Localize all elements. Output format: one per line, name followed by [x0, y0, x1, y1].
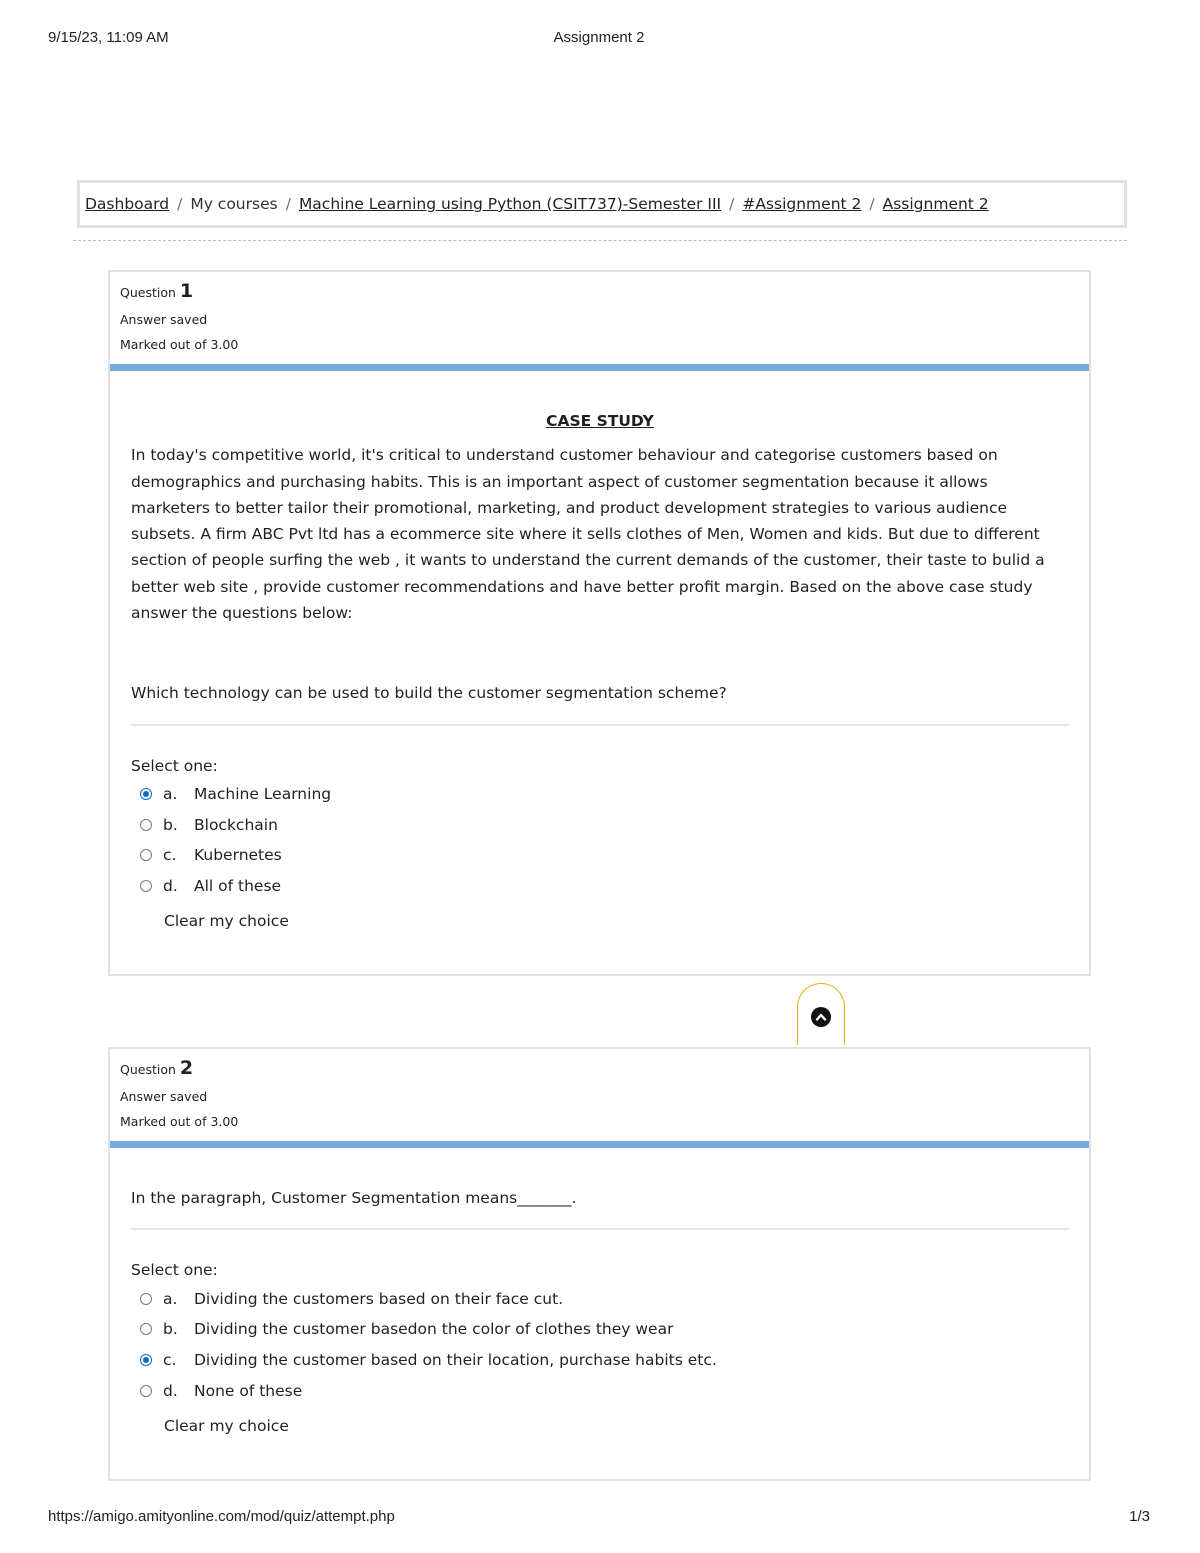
- option-text: Dividing the customer based on their location, purchase habits etc.: [194, 1350, 717, 1369]
- radio-button[interactable]: [140, 1354, 152, 1366]
- radio-button[interactable]: [140, 880, 152, 892]
- breadcrumb-separator: /: [869, 195, 875, 213]
- option-text: Machine Learning: [194, 785, 332, 804]
- clear-choice-link[interactable]: Clear my choice: [164, 1416, 289, 1435]
- option-text: Dividing the customers based on their face cut.: [194, 1289, 564, 1308]
- question-prompt: Which technology can be used to build the customer segmentation scheme?: [131, 684, 727, 703]
- print-page-title: Assignment 2: [553, 29, 645, 46]
- question-2: [108, 1047, 1091, 1481]
- question-prompt: In the paragraph, Customer Segmentation means_______.: [131, 1189, 577, 1207]
- question-number-value: 1: [179, 280, 194, 302]
- breadcrumb-dashboard-link[interactable]: Dashboard: [85, 195, 170, 213]
- print-datetime: 9/15/23, 11:09 AM: [48, 29, 169, 46]
- radio-button[interactable]: [140, 788, 152, 800]
- question-label: Question: [120, 285, 176, 300]
- divider: [131, 724, 1069, 726]
- question-info: [110, 272, 1089, 364]
- option-letter: b.: [163, 815, 178, 834]
- question-number-value: 2: [179, 1057, 194, 1079]
- print-header: [48, 29, 1150, 46]
- chevron-up-icon: [811, 1007, 831, 1027]
- back-to-top-button[interactable]: [797, 983, 845, 1045]
- breadcrumb-activity-link[interactable]: Assignment 2: [882, 195, 989, 213]
- print-page-number: 1/3: [1129, 1508, 1150, 1525]
- option-text: Blockchain: [194, 815, 278, 834]
- divider: [73, 240, 1127, 241]
- answer-option-c[interactable]: [131, 1345, 1069, 1376]
- breadcrumb: [77, 180, 1127, 228]
- question-content: [110, 408, 1089, 935]
- question-state: Answer saved: [120, 312, 208, 327]
- question-number: [120, 280, 1079, 302]
- option-text: None of these: [194, 1381, 303, 1400]
- answer-option-b[interactable]: [131, 1314, 1069, 1345]
- option-letter: c.: [163, 1350, 177, 1369]
- answer-option-d[interactable]: [131, 1375, 1069, 1406]
- answer-option-c[interactable]: [131, 840, 1069, 871]
- radio-button[interactable]: [140, 819, 152, 831]
- breadcrumb-section-link[interactable]: #Assignment 2: [742, 195, 862, 213]
- option-letter: a.: [163, 785, 178, 804]
- select-one-label: Select one:: [131, 756, 218, 775]
- breadcrumb-separator: /: [285, 195, 291, 213]
- case-study-text: In today's competitive world, it's critical to understand customer behaviour and categorise customers based on demographics and purchasing habits. This is an important aspect of customer segmentation because it allows marketers to better tailor their promotional, marketing, and product development strategies to various audience subsets. A firm ABC Pvt ltd has a ecommerce site where it sells clothes of Men, Women and kids. But due to different section of people surfing the web , it wants to understand the current demands of the customer, their taste to bulid a better web site , provide customer recommendations and have better profit margin. Based on the above case study answer the questions below:: [131, 446, 1045, 623]
- question-header-bar: [110, 364, 1089, 371]
- breadcrumb-course-link[interactable]: Machine Learning using Python (CSIT737)-Semester III: [298, 195, 722, 213]
- question-label: Question: [120, 1062, 176, 1077]
- question-state: Answer saved: [120, 1089, 208, 1104]
- question-grade: Marked out of 3.00: [120, 337, 239, 352]
- question-number: [120, 1057, 1079, 1079]
- option-letter: d.: [163, 876, 178, 895]
- answer-option-a[interactable]: [131, 1284, 1069, 1315]
- case-study-title: CASE STUDY: [546, 412, 654, 430]
- question-info: [110, 1049, 1089, 1141]
- question-1: [108, 270, 1091, 976]
- radio-button[interactable]: [140, 849, 152, 861]
- breadcrumb-separator: /: [729, 195, 735, 213]
- option-letter: c.: [163, 846, 177, 865]
- radio-button[interactable]: [140, 1293, 152, 1305]
- print-url: https://amigo.amityonline.com/mod/quiz/attempt.php: [48, 1508, 395, 1525]
- answer-option-a[interactable]: [131, 779, 1069, 810]
- breadcrumb-my-courses: My courses: [190, 195, 278, 213]
- question-content: [110, 1185, 1089, 1439]
- select-one-label: Select one:: [131, 1261, 218, 1280]
- answer-option-d[interactable]: [131, 871, 1069, 902]
- option-text: Kubernetes: [194, 846, 282, 865]
- question-grade: Marked out of 3.00: [120, 1114, 239, 1129]
- radio-button[interactable]: [140, 1385, 152, 1397]
- option-letter: a.: [163, 1289, 178, 1308]
- answer-option-b[interactable]: [131, 810, 1069, 841]
- breadcrumb-separator: /: [177, 195, 183, 213]
- option-letter: d.: [163, 1381, 178, 1400]
- print-footer: [48, 1508, 1150, 1525]
- radio-button[interactable]: [140, 1323, 152, 1335]
- question-header-bar: [110, 1141, 1089, 1148]
- clear-choice-link[interactable]: Clear my choice: [164, 912, 289, 931]
- option-text: Dividing the customer basedon the color of clothes they wear: [194, 1320, 674, 1339]
- divider: [131, 1228, 1069, 1230]
- option-text: All of these: [194, 876, 282, 895]
- option-letter: b.: [163, 1320, 178, 1339]
